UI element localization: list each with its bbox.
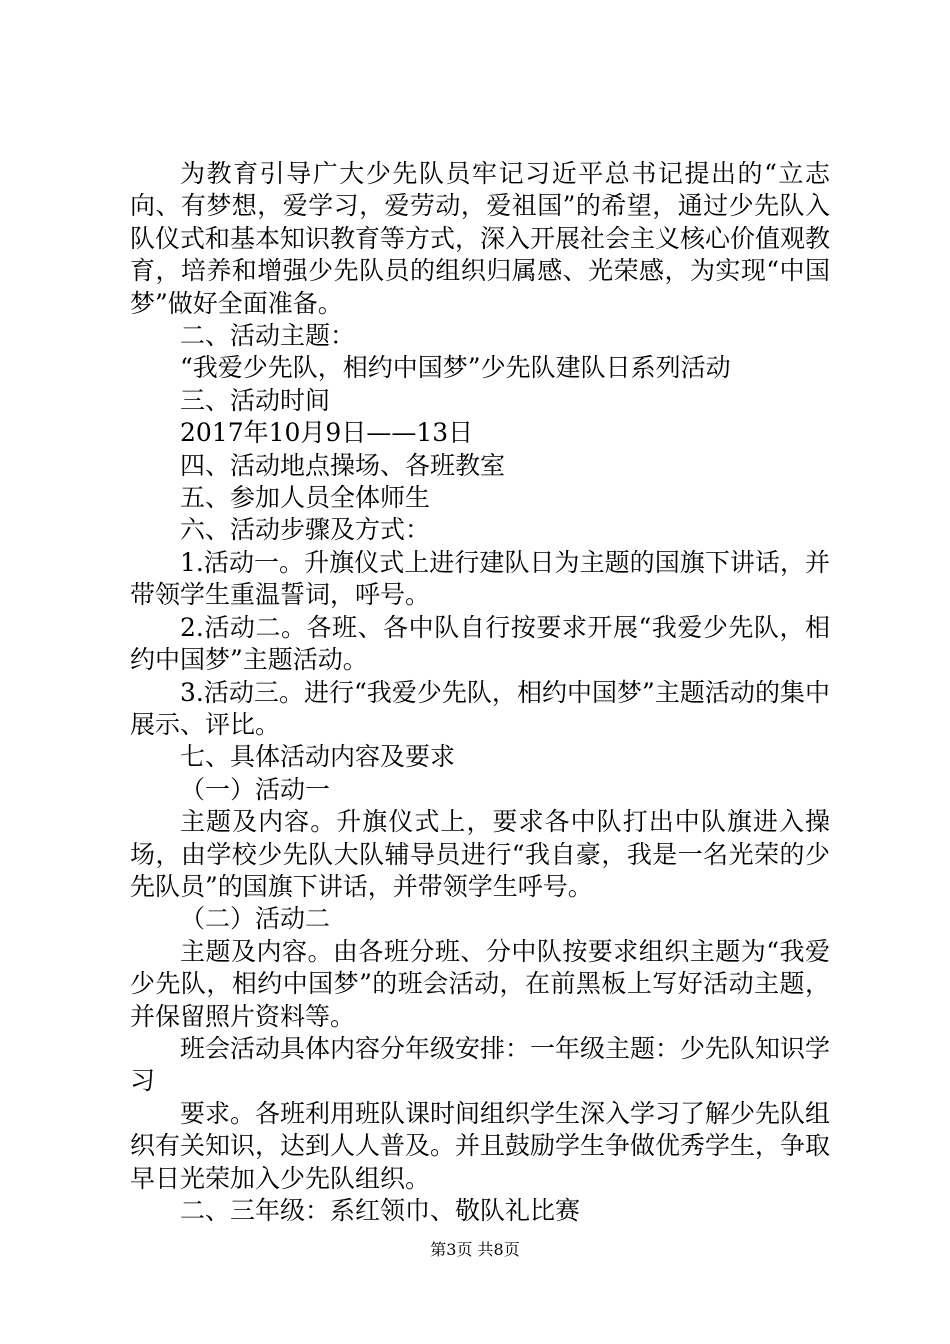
paragraph: 四、活动地点操场、各班教室 (180, 450, 506, 480)
paragraph: 三、活动时间 (180, 385, 331, 415)
paragraph: 2.活动二。各班、各中队自行按要求开展“我爱少先队，相约中国梦”主题活动。 (130, 612, 830, 675)
paragraph: （一）活动一 (180, 774, 331, 804)
paragraph: 为教育引导广大少先队员牢记习近平总书记提出的“立志向、有梦想，爱学习，爱劳动，爱祖国”的希望，通过少先队入队仪式和基本知识教育等方式，深入开展社会主义核心价值观教育，培养和增强少先队员的组织归属感、光荣感，为实现“中国梦”做好全面准备。 (130, 159, 831, 318)
page-footer: 第3页 共8页 (430, 1240, 520, 1259)
paragraph: 六、活动步骤及方式： (180, 515, 431, 545)
paragraph: 七、具体活动内容及要求 (180, 742, 456, 772)
paragraph: 3.活动三。进行“我爱少先队，相约中国梦”主题活动的集中展示、评比。 (130, 677, 830, 739)
body-text (130, 158, 830, 1227)
paragraph: 二、三年级：系红领巾、敬队礼比赛 (180, 1196, 581, 1225)
paragraph: 班会活动具体内容分年级安排：一年级主题：少先队知识学习 (130, 1033, 831, 1096)
paragraph: 主题及内容。由各班分班、分中队按要求组织主题为“我爱少先队，相约中国梦”的班会活动，在前黑板上写好活动主题，并保留照片资料等。 (130, 936, 830, 1031)
paragraph: 1.活动一。升旗仪式上进行建队日为主题的国旗下讲话，并带领学生重温誓词，呼号。 (130, 547, 830, 610)
paragraph: 二、活动主题： (180, 321, 356, 351)
paragraph: 2017年10月9日——13日 (180, 418, 474, 448)
paragraph: 要求。各班利用班队课时间组织学生深入学习了解少先队组织有关知识，达到人人普及。并且鼓励学生争做优秀学生，争取早日光荣加入少先队组织。 (130, 1098, 831, 1193)
paragraph: 五、参加人员全体师生 (180, 483, 431, 513)
paragraph: 主题及内容。升旗仪式上，要求各中队打出中队旗进入操场，由学校少先队大队辅导员进行“我自豪，我是一名光荣的少先队员”的国旗下讲话，并带领学生呼号。 (130, 807, 830, 901)
paragraph: （二）活动二 (180, 904, 331, 934)
paragraph: “我爱少先队，相约中国梦”少先队建队日系列活动 (180, 353, 731, 383)
